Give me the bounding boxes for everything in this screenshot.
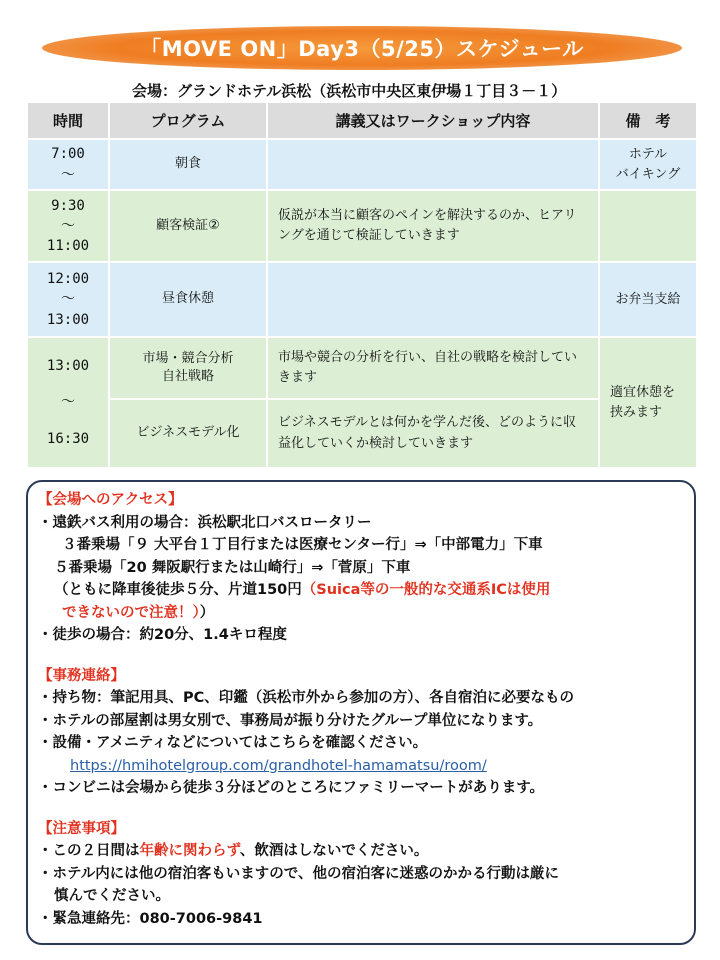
access-bus: ・遠鉄バス利用の場合：浜松駅北口バスロータリー — [38, 514, 372, 531]
notes-title: 【注意事項】 — [38, 820, 125, 837]
header-note: 備 考 — [599, 102, 697, 139]
access-fare-cont — [38, 602, 682, 625]
program-cell: 朝食 — [109, 139, 267, 190]
time-start: 12:00 — [46, 271, 90, 288]
content-cell — [267, 139, 599, 190]
hotel-room-link[interactable]: https://hmihotelgroup.com/grandhotel-hamamatsu/room/ — [70, 757, 487, 774]
note-cell — [599, 139, 697, 190]
time-end: 13:00 — [46, 311, 90, 328]
time-start: 7:00 — [51, 146, 85, 163]
access-title: 【会場へのアクセス】 — [38, 492, 183, 508]
time-start: 9:30 — [51, 197, 85, 214]
time-start: 13:00 — [46, 358, 90, 375]
note-line: ホテル — [628, 147, 668, 162]
close-paren: ） — [199, 604, 215, 621]
note-line: 適宜休憩を — [610, 385, 676, 400]
title-banner — [42, 26, 682, 70]
office-item: ・コンビニは会場から徒歩３分ほどのところにファミリーマートがあります。 — [38, 780, 545, 796]
table-row — [27, 262, 697, 337]
access-stop-3: ３番乗場「９ 大平台１丁目行または医療センター行」⇒「中部電力」下車 — [62, 537, 543, 553]
notes-drinking — [38, 840, 682, 863]
time-tilde: ～ — [61, 217, 75, 234]
program-cell: ビジネスモデル化 — [109, 399, 267, 468]
table-row — [27, 399, 697, 468]
program-line: 市場・競合分析 — [142, 350, 234, 366]
table-row — [27, 139, 697, 190]
header-program: プログラム — [109, 102, 267, 139]
office-item: ・ホテルの部屋割は男女別で、事務局が振り分けたグループ単位になります。 — [38, 712, 543, 729]
header-content: 講義又はワークショップ内容 — [267, 102, 599, 139]
time-end: 11:00 — [46, 238, 90, 255]
header-time: 時間 — [27, 102, 109, 139]
program-cell: 顧客検証② — [109, 190, 267, 262]
note-line: 挟みます — [610, 404, 663, 420]
note-cell — [599, 190, 697, 262]
table-row — [27, 190, 697, 262]
access-fare — [38, 579, 682, 602]
time-tilde: ～ — [61, 394, 75, 411]
program-cell — [109, 337, 267, 399]
info-box — [26, 480, 696, 945]
time-cell — [27, 337, 109, 468]
office-item: ・持ち物：筆記用具、PC、印鑑（浜松市外から参加の方）、各自宿泊に必要なもの — [38, 690, 575, 706]
program-line: 自社戦略 — [161, 369, 214, 384]
content-cell: 仮説が本当に顧客のペインを解決するのか、ヒアリングを通じて検証していきます — [267, 190, 599, 262]
fare-text: （ともに降車後徒歩５分、片道150円 — [54, 582, 302, 598]
access-walk: ・徒歩の場合：約20分、1.4キロ程度 — [38, 627, 287, 643]
time-tilde: ～ — [61, 291, 75, 308]
note-cell — [599, 337, 697, 468]
note-cell: お弁当支給 — [599, 262, 697, 337]
drink-pre: ・この２日間は — [38, 843, 140, 859]
content-cell: 市場や競合の分析を行い、自社の戦略を検討していきます — [267, 337, 599, 399]
office-item: ・設備・アメニティなどについてはこちらを確認ください。 — [38, 735, 428, 751]
time-end: 16:30 — [46, 430, 90, 447]
content-cell: ビジネスモデルとは何かを学んだ後、どのように収益化していくか検討していきます — [267, 399, 599, 468]
ic-warning: （Suica等の一般的な交通系ICは使用 — [301, 582, 551, 598]
content-cell — [267, 262, 599, 337]
time-tilde: ～ — [61, 166, 75, 183]
time-cell — [27, 262, 109, 337]
notes-emergency: ・緊急連絡先：080-7006-9841 — [38, 910, 263, 927]
page-title: 「MOVE ON」Day3（5/25）スケジュール — [140, 37, 584, 61]
program-cell: 昼食休憩 — [109, 262, 267, 337]
table-row — [27, 337, 697, 399]
notes-hotel: ・ホテル内には他の宿泊客もいますので、他の宿泊客に迷惑のかかる行動は厳に — [38, 865, 559, 882]
office-title: 【事務連絡】 — [38, 667, 125, 684]
schedule-table — [26, 101, 698, 469]
drink-post: 、飲酒はしないでください。 — [239, 843, 429, 859]
note-line: バイキング — [615, 166, 681, 182]
venue-text: 会場：グランドホテル浜松（浜松市中央区東伊場１丁目３－１） — [132, 82, 567, 100]
notes-hotel-cont: 慎んでください。 — [54, 888, 170, 904]
ic-warning-cont: できないので注意！） — [62, 604, 200, 621]
time-cell — [27, 190, 109, 262]
drink-emphasis: 年齢に関わらず — [139, 843, 240, 859]
access-stop-5: ５番乗場「20 舞阪駅行または山崎行」⇒「菅原」下車 — [54, 559, 411, 576]
time-cell — [27, 139, 109, 190]
table-header-row — [27, 102, 697, 139]
